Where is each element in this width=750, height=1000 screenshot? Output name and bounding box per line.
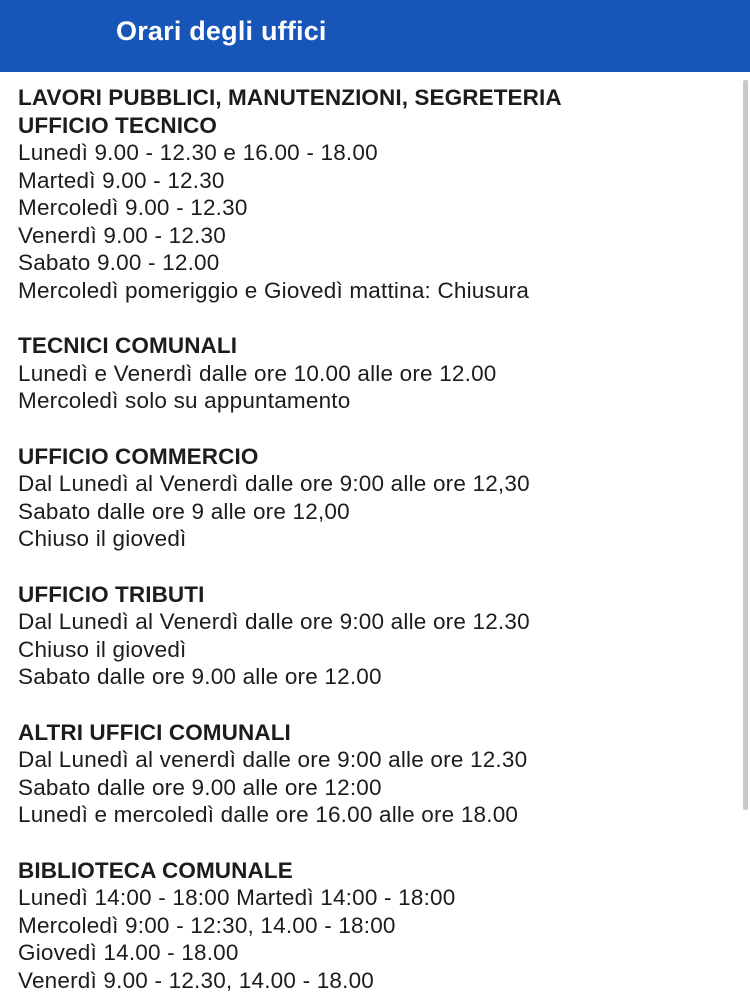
section-heading: UFFICIO COMMERCIO xyxy=(18,443,259,469)
hours-line: Lunedì e Venerdì dalle ore 10.00 alle ore 12.00 xyxy=(18,360,497,386)
app-header xyxy=(0,0,750,72)
hours-line: Sabato dalle ore 9 alle ore 12,00 xyxy=(18,498,350,524)
section-biblioteca xyxy=(18,857,738,995)
section-ufficio-commercio xyxy=(18,443,738,553)
hours-line: Lunedì 14:00 - 18:00 Martedì 14:00 - 18:00 xyxy=(18,885,456,910)
section-ufficio-tributi xyxy=(18,581,738,691)
section-tecnici-comunali xyxy=(18,332,738,415)
section-heading: UFFICIO TRIBUTI xyxy=(18,581,205,607)
page-title: Orari degli uffici xyxy=(116,16,327,46)
section-heading: TECNICI COMUNALI xyxy=(18,333,238,358)
hours-line: Dal Lunedì al Venerdì dalle ore 9:00 alle ore 12,30 xyxy=(18,471,530,496)
hours-line: Lunedì 9.00 - 12.30 e 16.00 - 18.00 xyxy=(18,140,378,165)
section-heading: BIBLIOTECA COMUNALE xyxy=(18,857,293,883)
section-heading: UFFICIO TECNICO xyxy=(18,112,217,138)
hours-line: Chiuso il giovedì xyxy=(18,636,187,662)
hours-line: Giovedì 14.00 - 18.00 xyxy=(18,940,239,965)
hours-line: Lunedì e mercoledì dalle ore 16.00 alle ore 18.00 xyxy=(18,802,519,827)
hours-line: Dal Lunedì al venerdì dalle ore 9:00 alle ore 12.30 xyxy=(18,747,528,772)
hours-line: Mercoledì pomeriggio e Giovedì mattina: Chiusura xyxy=(18,277,530,303)
scrollbar[interactable] xyxy=(743,80,748,810)
hours-line: Sabato dalle ore 9.00 alle ore 12.00 xyxy=(18,664,382,689)
section-heading: ALTRI UFFICI COMUNALI xyxy=(18,719,291,745)
hours-line: Mercoledì 9:00 - 12:30, 14.00 - 18:00 xyxy=(18,912,396,938)
hours-line: Chiuso il giovedì xyxy=(18,526,187,551)
hours-line: Venerdì 9.00 - 12.30, 14.00 - 18.00 xyxy=(18,967,375,993)
office-hours-content xyxy=(18,84,738,1000)
hours-line: Venerdì 9.00 - 12.30 xyxy=(18,222,226,248)
section-lavori-pubblici xyxy=(18,84,738,304)
hours-line: Dal Lunedì al Venerdì dalle ore 9:00 alle ore 12.30 xyxy=(18,609,530,634)
hours-line: Mercoledì solo su appuntamento xyxy=(18,388,351,413)
hours-line: Sabato 9.00 - 12.00 xyxy=(18,250,220,275)
section-altri-uffici xyxy=(18,719,738,829)
section-heading: LAVORI PUBBLICI, MANUTENZIONI, SEGRETERIA xyxy=(18,85,562,110)
hours-line: Sabato dalle ore 9.00 alle ore 12:00 xyxy=(18,774,382,800)
hours-line: Martedì 9.00 - 12.30 xyxy=(18,167,225,193)
hours-line: Mercoledì 9.00 - 12.30 xyxy=(18,195,248,220)
